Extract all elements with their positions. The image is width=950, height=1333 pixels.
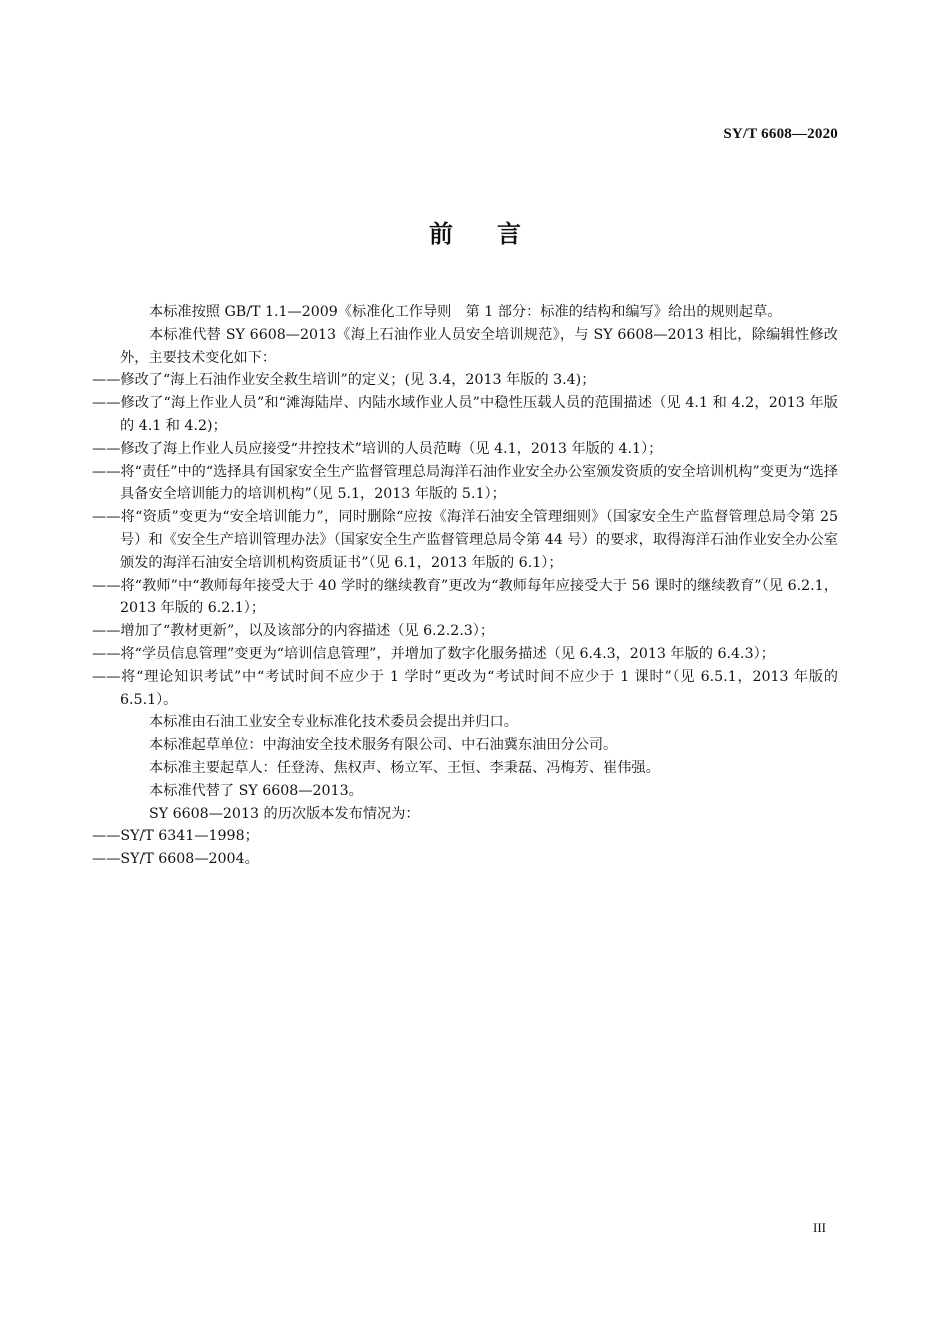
change-item: ——将“理论知识考试”中“考试时间不应少于 1 学时”更改为“考试时间不应少于 1 课时”（见 6.5.1，2013 年版的 6.5.1）。 [92, 668, 838, 708]
paragraph-drafting-units: 本标准起草单位：中海油安全技术服务有限公司、中石油冀东油田分公司。 [149, 737, 618, 754]
change-item: ——修改了“海上作业人员”和“滩海陆岸、内陆水域作业人员”中稳性压载人员的范围描述（见 4.1 和 4.2，2013 年版的 4.1 和 4.2)； [92, 395, 838, 434]
change-item: ——增加了“教材更新”，以及该部分的内容描述（见 6.2.2.3）； [92, 623, 495, 640]
paragraph-proposer: 本标准由石油工业安全专业标准化技术委员会提出并归口。 [149, 714, 518, 731]
foreword-body [92, 301, 838, 871]
paragraph-drafting-rules: 本标准按照 GB/T 1.1—2009《标准化工作导则 第 1 部分：标准的结构和编写》给出的规则起草。 [149, 304, 782, 320]
change-item: ——将“责任”中的“选择具有国家安全生产监督管理总局海洋石油作业安全办公室颁发资质的安全培训机构”变更为“选择具备安全培训能力的培训机构”（见 5.1，2013 年版的 5.1）； [92, 463, 838, 503]
change-item: ——将“资质”变更为“安全培训能力”，同时删除“应按《海洋石油安全管理细则》（国家安全生产监督管理总局令第 25 号）和《安全生产培训管理办法》（国家安全生产监督管理总局令第 44 号）的要求，取得海洋石油作业安全办公室颁发的海洋石油安全培训机构资质证书”（见 6.1，2013 年版的 6.1）； [92, 509, 838, 571]
paragraph-drafters: 本标准主要起草人：任登涛、焦权声、杨立军、王恒、李秉磊、冯梅芳、崔伟强。 [149, 759, 660, 776]
change-item: ——修改了“海上石油作业安全救生培训”的定义；(见 3.4，2013 年版的 3.4)； [92, 372, 596, 389]
version-item: ——SY/T 6341—1998； [92, 828, 259, 845]
paragraph-version-history: SY 6608—2013 的历次版本发布情况为： [149, 805, 420, 822]
page-title: 前言 [429, 220, 565, 248]
change-item: ——修改了海上作业人员应接受“井控技术”培训的人员范畴（见 4.1，2013 年版的 4.1）； [92, 440, 663, 457]
change-item: ——将“教师”中“教师每年接受大于 40 学时的继续教育”更改为“教师每年应接受大于 56 课时的继续教育”（见 6.2.1，2013 年版的 6.2.1）； [92, 577, 838, 617]
paragraph-replacement: 本标准代替 SY 6608—2013《海上石油作业人员安全培训规范》，与 SY 6608—2013 相比，除编辑性修改外，主要技术变化如下： [120, 326, 838, 366]
page-number: III [813, 1220, 826, 1235]
paragraph-supersedes: 本标准代替了 SY 6608—2013。 [149, 782, 363, 799]
document-code: SY/T 6608—2020 [723, 126, 838, 142]
version-item: ——SY/T 6608—2004。 [92, 851, 259, 868]
change-item: ——将“学员信息管理”变更为“培训信息管理”，并增加了数字化服务描述（见 6.4.3，2013 年版的 6.4.3）； [92, 645, 775, 662]
